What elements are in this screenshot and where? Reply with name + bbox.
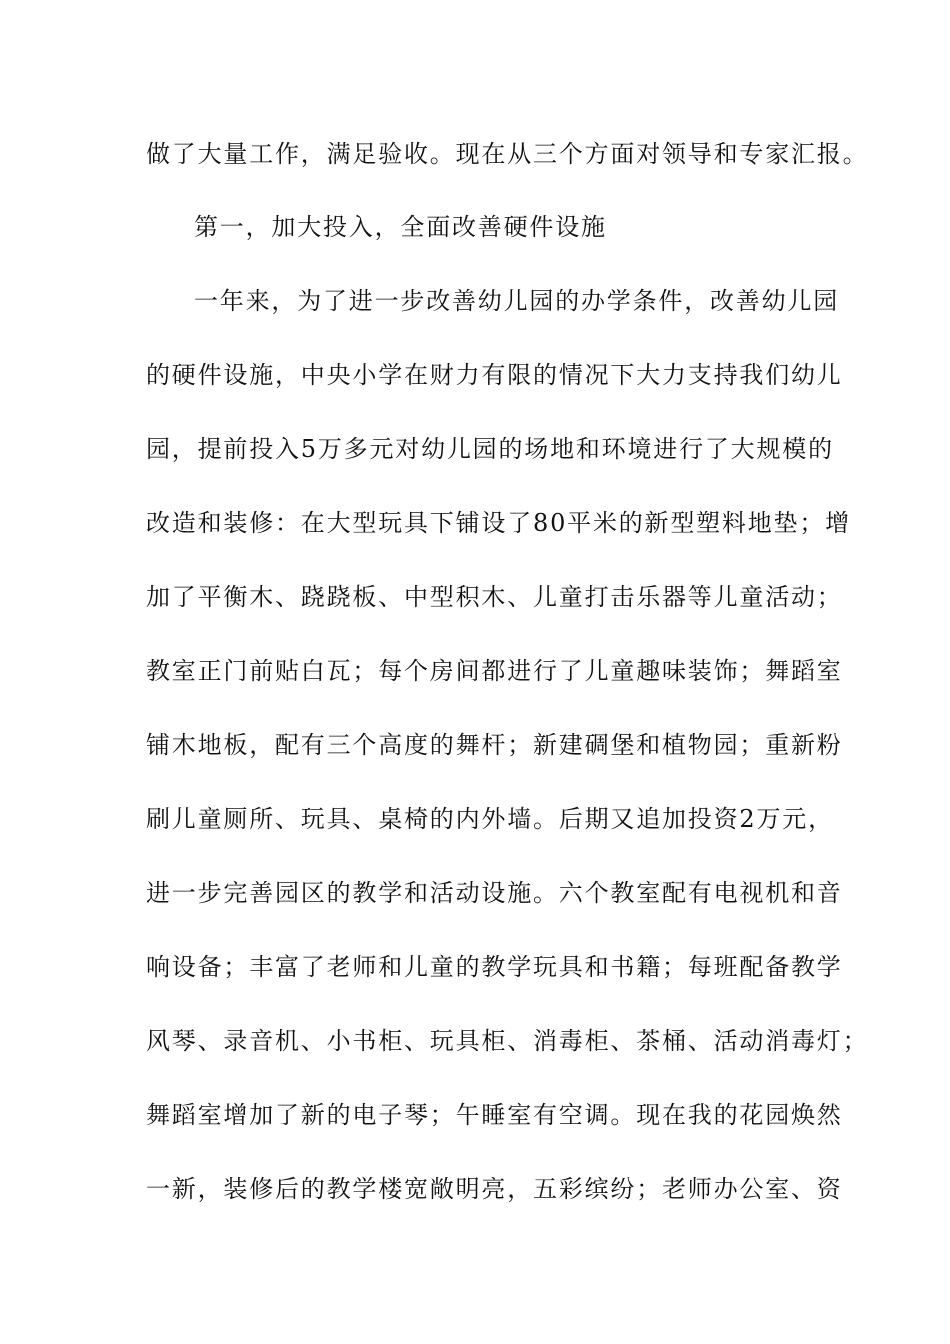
paragraph-line: 刷儿童厕所、玩具、桌椅的内外墙。后期又追加投资2万元， (146, 805, 834, 833)
paragraph-line: 的硬件设施，中央小学在财力有限的情况下大力支持我们幼儿 (146, 361, 843, 389)
paragraph-line: 铺木地板，配有三个高度的舞杆；新建碉堡和植物园；重新粉 (146, 731, 843, 759)
paragraph-line: 风琴、录音机、小书柜、玩具柜、消毒柜、茶桶、活动消毒灯； (146, 1027, 869, 1055)
paragraph-line: 教室正门前贴白瓦；每个房间都进行了儿童趣味装饰；舞蹈室 (146, 657, 843, 685)
paragraph-line: 响设备；丰富了老师和儿童的教学玩具和书籍；每班配备教学 (146, 953, 843, 981)
paragraph-line: 做了大量工作，满足验收。现在从三个方面对领导和专家汇报。 (146, 140, 869, 168)
paragraph-line: 改造和装修：在大型玩具下铺设了80平米的新型塑料地垫；增 (146, 509, 851, 537)
section-heading: 第一，加大投入，全面改善硬件设施 (194, 213, 607, 241)
paragraph-line: 一新，装修后的教学楼宽敞明亮，五彩缤纷；老师办公室、资 (146, 1175, 843, 1203)
paragraph-line: 一年来，为了进一步改善幼儿园的办学条件，改善幼儿园 (194, 287, 839, 315)
paragraph-line: 进一步完善园区的教学和活动设施。六个教室配有电视机和音 (146, 879, 843, 907)
paragraph-line: 舞蹈室增加了新的电子琴；午睡室有空调。现在我的花园焕然 (146, 1101, 843, 1129)
paragraph-line: 加了平衡木、跷跷板、中型积木、儿童打击乐器等儿童活动； (146, 583, 843, 611)
paragraph-line: 园，提前投入5万多元对幼儿园的场地和环境进行了大规模的 (146, 435, 834, 463)
